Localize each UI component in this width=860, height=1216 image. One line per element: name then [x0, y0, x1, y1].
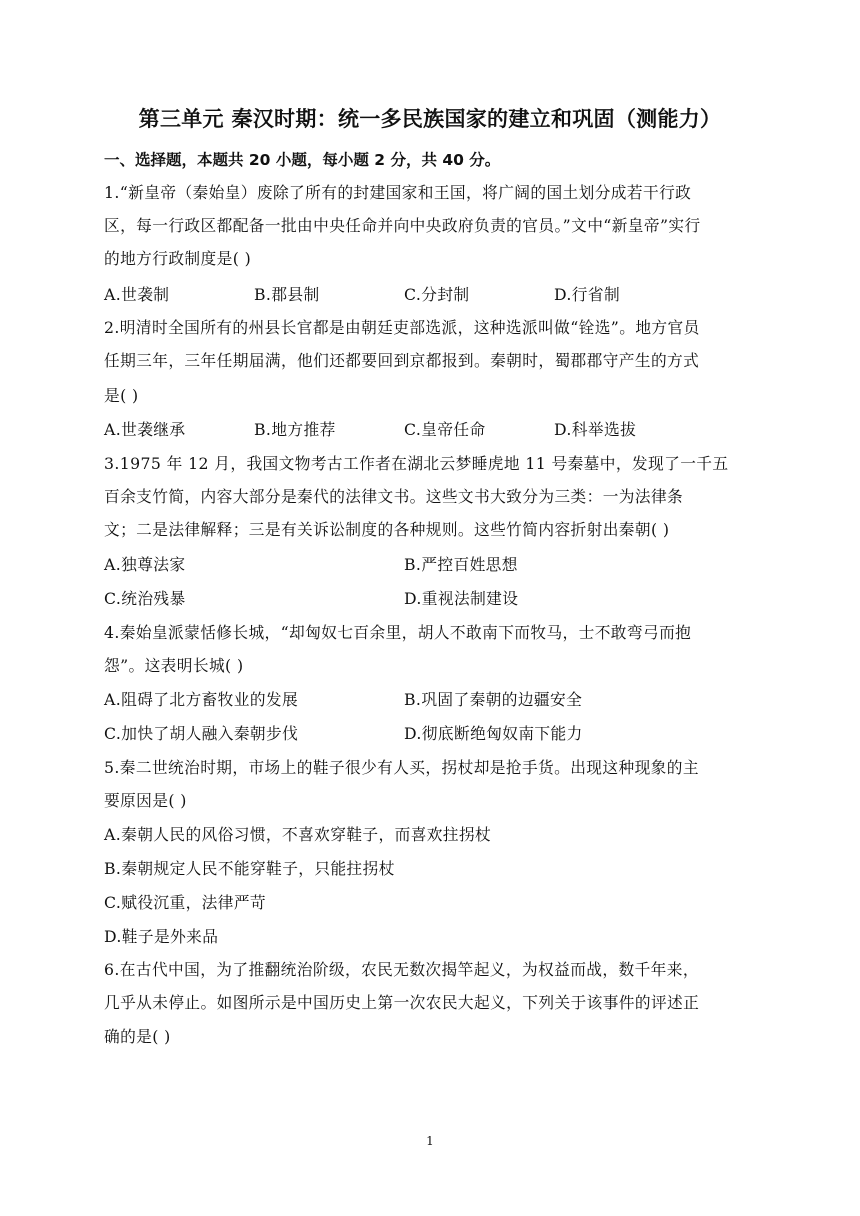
question-5-option-c[interactable]: C.赋役沉重，法律严苛	[104, 893, 267, 912]
question-1-line-2: 区，每一行政区都配备一批由中央任命并向中央政府负责的官员。”文中“新皇帝”实行	[104, 216, 701, 235]
question-2-line-3: 是( )	[104, 386, 139, 405]
question-1-line-3: 的地方行政制度是( )	[104, 249, 252, 268]
question-1-option-d[interactable]: D.行省制	[554, 285, 621, 304]
question-1-line-1: 1.“新皇帝（秦始皇）废除了所有的封建国家和王国，将广阔的国土划分成若干行政	[104, 183, 692, 202]
question-1-option-c[interactable]: C.分封制	[404, 285, 470, 304]
question-4-option-a[interactable]: A.阻碍了北方畜牧业的发展	[104, 690, 299, 709]
question-3-option-a[interactable]: A.独尊法家	[104, 555, 186, 574]
section-heading: 一、选择题，本题共 20 小题，每小题 2 分，共 40 分。	[104, 151, 501, 169]
question-2-option-a[interactable]: A.世袭继承	[104, 420, 186, 439]
question-2-option-d[interactable]: D.科举选拔	[554, 420, 637, 439]
page-title: 第三单元 秦汉时期：统一多民族国家的建立和巩固（测能力）	[138, 107, 722, 131]
question-6-line-1: 6.在古代中国，为了推翻统治阶级，农民无数次揭竿起义，为权益而战，数千年来，	[104, 960, 699, 979]
question-5-line-1: 5.秦二世统治时期，市场上的鞋子很少有人买，拐杖却是抢手货。出现这种现象的主	[104, 758, 699, 777]
question-4-option-b[interactable]: B.巩固了秦朝的边疆安全	[404, 690, 583, 709]
question-4-line-1: 4.秦始皇派蒙恬修长城，“却匈奴七百余里，胡人不敢南下而牧马，士不敢弯弓而抱	[104, 623, 692, 642]
question-2-option-b[interactable]: B.地方推荐	[254, 420, 336, 439]
question-6-line-3: 确的是( )	[104, 1027, 171, 1046]
question-3-line-1: 3.1975 年 12 月，我国文物考古工作者在湖北云梦睡虎地 11 号秦墓中，发现了一千五	[104, 454, 729, 473]
question-5-line-2: 要原因是( )	[104, 791, 187, 810]
question-2-option-c[interactable]: C.皇帝任命	[404, 420, 486, 439]
question-6-line-2: 几乎从未停止。如图所示是中国历史上第一次农民大起义，下列关于该事件的评述正	[104, 993, 700, 1012]
question-1-option-b[interactable]: B.郡县制	[254, 285, 320, 304]
question-5-option-b[interactable]: B.秦朝规定人民不能穿鞋子，只能拄拐杖	[104, 859, 395, 878]
question-3-line-2: 百余支竹简，内容大部分是秦代的法律文书。这些文书大致分为三类：一为法律条	[104, 487, 684, 506]
question-3-line-3: 文；二是法律解释；三是有关诉讼制度的各种规则。这些竹简内容折射出秦朝( )	[104, 520, 670, 539]
question-3-option-d[interactable]: D.重视法制建设	[404, 589, 519, 608]
page-number: 1	[426, 1134, 434, 1148]
question-3-option-b[interactable]: B.严控百姓思想	[404, 555, 518, 574]
question-2-line-1: 2.明清时全国所有的州县长官都是由朝廷吏部选派，这种选派叫做“铨选”。地方官员	[104, 318, 700, 337]
question-5-option-d[interactable]: D.鞋子是外来品	[104, 927, 219, 946]
question-3-option-c[interactable]: C.统治残暴	[104, 589, 186, 608]
question-4-option-c[interactable]: C.加快了胡人融入秦朝步伐	[104, 724, 299, 743]
question-5-option-a[interactable]: A.秦朝人民的风俗习惯，不喜欢穿鞋子，而喜欢拄拐杖	[104, 825, 492, 844]
question-4-option-d[interactable]: D.彻底断绝匈奴南下能力	[404, 724, 583, 743]
question-2-line-2: 任期三年，三年任期届满，他们还都要回到京都报到。秦朝时，蜀郡郡守产生的方式	[104, 351, 700, 370]
question-1-option-a[interactable]: A.世袭制	[104, 285, 170, 304]
question-4-line-2: 怨”。这表明长城( )	[104, 656, 244, 675]
